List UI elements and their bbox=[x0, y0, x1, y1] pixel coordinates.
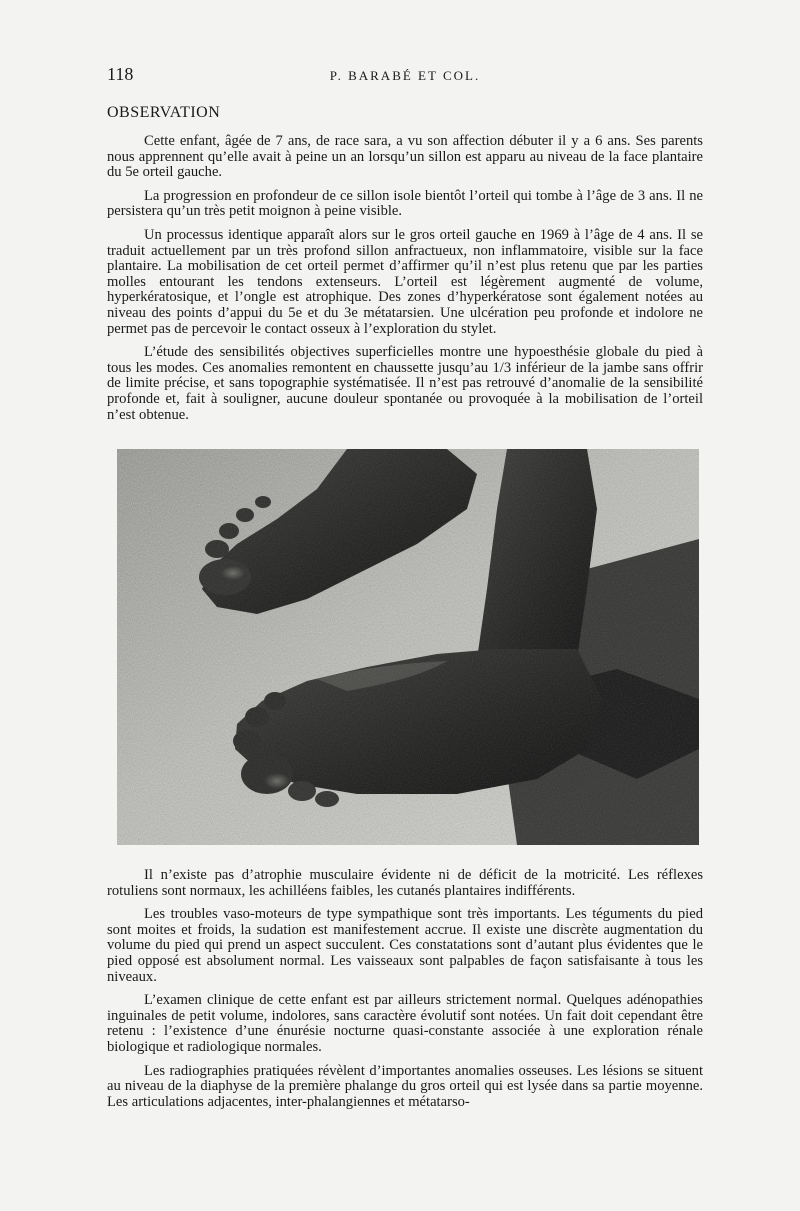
paragraph: Les troubles vaso-moteurs de type sympathique sont très importants. Les téguments du pied sont moites et froids, la sudation est manifestement accrue. Il existe une discrète augmentation du volume du pied qui prend un aspect succulent. Ces constatations sont d’autant plus évidentes que le pied opposé est absolument normal. Les vaisseaux sont palpables de façon satisfaisante à tous les niveaux. bbox=[107, 906, 703, 985]
body-text-bottom bbox=[107, 868, 703, 1118]
paragraph: La progression en profondeur de ce sillon isole bientôt l’orteil qui tombe à l’âge de 3 ans. Il ne persistera qu’un très petit moignon à peine visible. bbox=[107, 187, 703, 220]
feet-photograph bbox=[117, 449, 699, 845]
page-number: 118 bbox=[107, 64, 134, 84]
paragraph: Cette enfant, âgée de 7 ans, de race sara, a vu son affection débuter il y a 6 ans. Ses parents nous apprennent qu’elle avait à peine un an lorsqu’un sillon est apparu au niveau de la face plantaire du 5e orteil gauche. bbox=[107, 133, 703, 181]
paragraph: L’examen clinique de cette enfant est par ailleurs strictement normal. Quelques adénopathies inguinales de petit volume, indolores, sans caractère évolutif sont notées. Un fait doit cependant être retenu : l’existence d’une énurésie nocturne quasi-constante associée à une exploration rénale biologique et radiologique normales. bbox=[107, 992, 703, 1055]
page-header bbox=[107, 64, 703, 86]
paragraph: Les radiographies pratiquées révèlent d’importantes anomalies osseuses. Les lésions se situent au niveau de la diaphyse de la première phalange du gros orteil qui est lysée dans sa partie moyenne. Les articulations adjacentes, inter-phalangiennes et métatarso- bbox=[107, 1062, 703, 1110]
running-head: P. BARABÉ ET COL. bbox=[329, 68, 481, 83]
paragraph: L’étude des sensibilités objectives superficielles montre une hypoesthésie globale du pied à tous les modes. Ces anomalies remontent en chaussette jusqu’au 1/3 inférieur de la jambe sans offrir de limite précise, et sans topographie systématisée. Il n’est pas retrouvé d’anomalie de la sensibilité profonde et, fait à souligner, aucune douleur spontanée ou provoquée à la mobilisation de l’orteil n’est obtenue. bbox=[107, 344, 703, 423]
body-text-top bbox=[107, 134, 703, 431]
section-heading: OBSERVATION bbox=[107, 104, 221, 121]
photograph-of-feet-icon bbox=[117, 449, 699, 845]
paragraph: Il n’existe pas d’atrophie musculaire évidente ni de déficit de la motricité. Les réflexes rotuliens sont normaux, les achilléens faibles, les cutanés plantaires indifférents. bbox=[107, 867, 703, 899]
paragraph: Un processus identique apparaît alors sur le gros orteil gauche en 1969 à l’âge de 4 ans. Il se traduit actuellement par un très profond sillon anfractueux, non inflammatoire, visible sur la face plantaire. La mobilisation de cet orteil permet d’affirmer qu’il n’est plus retenu que par les parties molles entourant les tendons extenseurs. L’orteil est légèrement augmenté de volume, hyperkératosique, et l’ongle est atrophique. Des zones d’hyperkératose sont également notées au niveau des points d’appui du 5e et du 3e métatarsien. Une ulcération peu profonde et indolore ne permet pas de percevoir le contact osseux à l’exploration du stylet. bbox=[107, 226, 703, 337]
